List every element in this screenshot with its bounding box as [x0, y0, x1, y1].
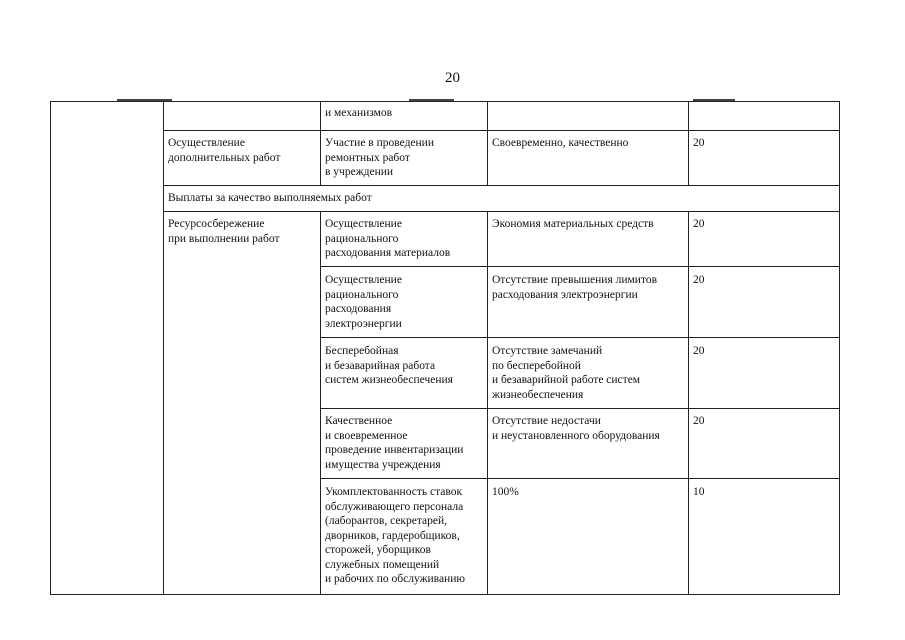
- column-divider-2: [320, 101, 321, 185]
- indicator-cell: Осуществление рационального расходования электроэнергии: [325, 274, 402, 330]
- points-cell: 20: [693, 274, 705, 286]
- points-cell: 20: [693, 137, 705, 149]
- column-divider-4: [688, 101, 689, 185]
- row-divider-4: [320, 266, 840, 267]
- row-divider-2: [163, 185, 840, 186]
- indicator-cell: Осуществление рационального расходования материалов: [325, 218, 451, 259]
- condition-cell: Отсутствие недостачи и неустановленного оборудования: [492, 415, 660, 442]
- table-border-left: [50, 101, 51, 595]
- column-divider-3: [487, 101, 488, 185]
- row-divider-6: [320, 408, 840, 409]
- condition-cell: Отсутствие замечаний по бесперебойной и безаварийной работе систем жизнеобеспечения: [492, 345, 641, 401]
- row-divider-1: [163, 130, 840, 131]
- table-border-top: [50, 101, 840, 102]
- condition-cell: Отсутствие превышения лимитов расходования электроэнергии: [492, 274, 658, 301]
- indicator-cell: Качественное и своевременное проведение инвентаризации имущества учреждения: [325, 415, 464, 471]
- criterion-cell: Ресурсосбережение при выполнении работ: [168, 218, 280, 245]
- points-cell: 20: [693, 218, 705, 230]
- table-border-bottom: [50, 594, 840, 595]
- page-number: 20: [445, 70, 460, 86]
- points-cell: 10: [693, 486, 705, 498]
- column-divider-1: [163, 101, 164, 595]
- condition-cell: Экономия материальных средств: [492, 218, 654, 230]
- row-divider-7: [320, 478, 840, 479]
- column-divider-4-lower: [688, 211, 689, 595]
- row-divider-3: [163, 211, 840, 212]
- indicator-cell: и механизмов: [325, 107, 393, 119]
- column-divider-2-lower: [320, 211, 321, 595]
- points-cell: 20: [693, 345, 705, 357]
- condition-cell: Своевременно, качественно: [492, 137, 629, 149]
- table-border-right: [839, 101, 840, 595]
- criterion-cell: Осуществление дополнительных работ: [168, 137, 281, 164]
- condition-cell: 100%: [492, 486, 519, 498]
- indicator-cell: Укомплектованность ставок обслуживающего персонала (лаборантов, секретарей, дворников, гардеробщиков, сторожей, уборщиков служебных помещений и рабочих по обслуживанию: [325, 486, 465, 585]
- indicator-cell: Участие в проведении ремонтных работ в учреждении: [325, 137, 434, 178]
- section-title: Выплаты за качество выполняемых работ: [168, 192, 372, 204]
- points-cell: 20: [693, 415, 705, 427]
- indicator-cell: Бесперебойная и безаварийная работа систем жизнеобеспечения: [325, 345, 453, 386]
- row-divider-5: [320, 337, 840, 338]
- column-divider-3-lower: [487, 211, 488, 595]
